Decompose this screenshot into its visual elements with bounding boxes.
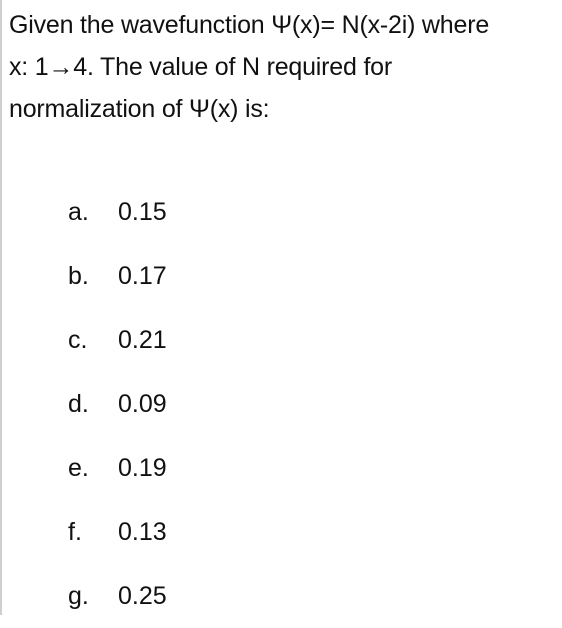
option-value: 0.19 xyxy=(118,453,167,482)
option-b[interactable] xyxy=(68,244,167,308)
option-value: 0.09 xyxy=(118,389,167,418)
question-text xyxy=(9,4,557,130)
option-letter: f. xyxy=(68,517,82,546)
option-letter: d. xyxy=(68,389,89,418)
question-line: Given the wavefunction Ψ(x)= N(x-2i) where xyxy=(9,11,490,39)
left-border xyxy=(0,0,2,615)
option-value: 0.21 xyxy=(118,325,167,354)
option-letter: b. xyxy=(68,261,89,290)
option-e[interactable] xyxy=(68,436,167,500)
option-f[interactable] xyxy=(68,500,167,564)
option-g[interactable] xyxy=(68,564,167,628)
option-a[interactable] xyxy=(68,180,167,244)
question-line: normalization of Ψ(x) is: xyxy=(9,95,270,123)
option-value: 0.25 xyxy=(118,581,167,610)
option-letter: a. xyxy=(68,197,89,226)
option-d[interactable] xyxy=(68,372,167,436)
option-letter: c. xyxy=(68,325,88,354)
option-value: 0.15 xyxy=(118,197,167,226)
answer-options xyxy=(68,180,167,628)
option-c[interactable] xyxy=(68,308,167,372)
option-value: 0.13 xyxy=(118,517,167,546)
question-line: x: 1→4. The value of N required for xyxy=(9,53,393,81)
option-value: 0.17 xyxy=(118,261,167,290)
option-letter: g. xyxy=(68,581,89,610)
option-letter: e. xyxy=(68,453,89,482)
